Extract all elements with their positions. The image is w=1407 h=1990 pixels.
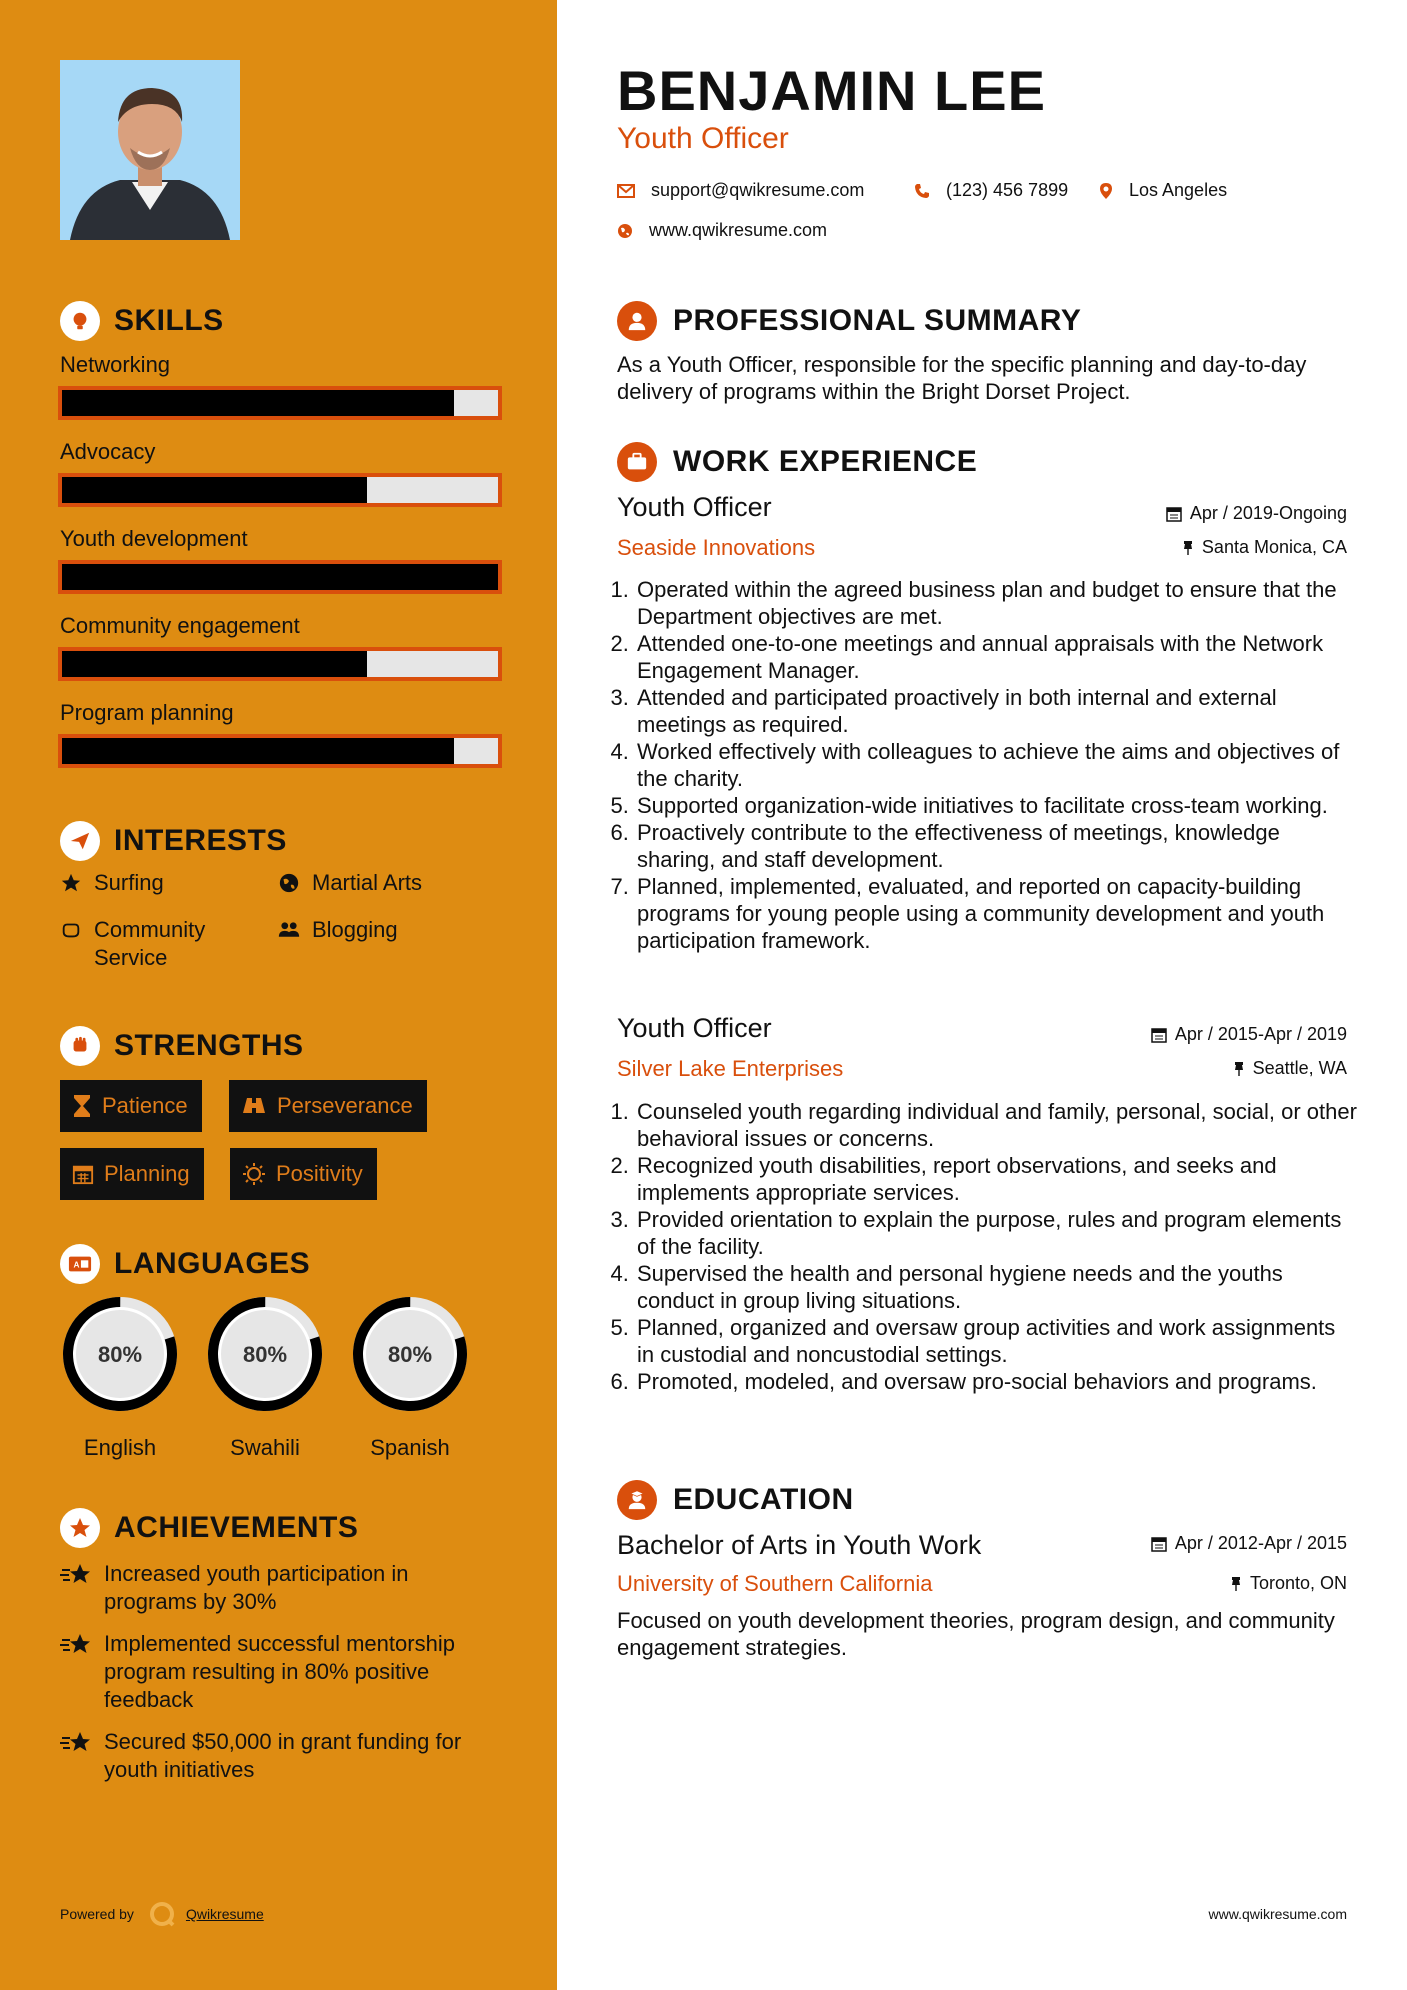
contact-website[interactable] [617, 220, 827, 241]
duty-item: 1. Counseled youth regarding individual and family, personal, social, or other behavioral issues or concerns. [635, 1098, 1357, 1152]
qwikresume-logo-icon [148, 1900, 176, 1928]
hand-icon [60, 919, 82, 941]
job-company: Silver Lake Enterprises [617, 1056, 844, 1081]
strengths-title: STRENGTHS [114, 1029, 304, 1062]
calendar-icon [1151, 1027, 1167, 1043]
interests-section-header [60, 821, 287, 861]
skill-bar-fill [62, 564, 498, 590]
fist-icon [60, 1026, 100, 1066]
calendar-icon [1151, 1536, 1167, 1552]
interest-item [278, 916, 398, 944]
main-content [557, 0, 1407, 1990]
skill-bar [58, 734, 502, 768]
qwikresume-link[interactable]: Qwikresume [185, 1906, 264, 1922]
skill-label: Program planning [60, 700, 234, 725]
education-location-text: Toronto, ON [1249, 1573, 1347, 1593]
skill-bar [58, 473, 502, 507]
interest-label: Surfing [94, 870, 164, 895]
shooting-star-icon [60, 1562, 92, 1593]
shooting-star-icon [60, 1730, 92, 1761]
strength-badge [230, 1148, 377, 1200]
language-label: English [83, 1435, 157, 1460]
user-icon [617, 301, 657, 341]
achievement-text: Increased youth participation in programs by 30% [104, 1561, 409, 1614]
language-ring [60, 1294, 180, 1414]
map-pin-icon [1099, 182, 1113, 200]
globe-icon [617, 223, 633, 239]
achievement-item [60, 1560, 500, 1616]
contact-location [1099, 180, 1227, 201]
powered-by [60, 1900, 264, 1928]
education-title: EDUCATION [673, 1483, 854, 1516]
skills-title: SKILLS [114, 304, 224, 337]
skill-bar-fill [62, 738, 454, 764]
strength-badge [60, 1080, 202, 1132]
job-duties-list [617, 576, 1357, 954]
job-duties-list [617, 1098, 1357, 1395]
envelope-icon [617, 184, 635, 198]
skill-bar [58, 560, 502, 594]
language-percent: 80% [242, 1342, 288, 1367]
language-item [60, 1294, 180, 1461]
skill-label: Community engagement [60, 613, 300, 638]
job-title: Youth Officer [617, 1013, 772, 1043]
binoculars-icon [241, 1095, 267, 1117]
job-location [1233, 1058, 1347, 1079]
strengths-section-header [60, 1026, 304, 1066]
summary-title: PROFESSIONAL SUMMARY [673, 304, 1082, 337]
education-school: University of Southern California [617, 1571, 933, 1596]
interest-item [60, 916, 260, 972]
profile-photo [60, 60, 240, 240]
job-dates-text: Apr / 2019-Ongoing [1189, 503, 1347, 523]
calendar-icon [1166, 506, 1182, 522]
graduate-icon [617, 1480, 657, 1520]
language-ring [350, 1294, 470, 1414]
footer-website[interactable]: www.qwikresume.com [1208, 1906, 1347, 1922]
education-dates-text: Apr / 2012-Apr / 2015 [1174, 1533, 1347, 1553]
interest-label: Martial Arts [312, 870, 423, 895]
duty-item: 7. Planned, implemented, evaluated, and reported on capacity-building programs for young people using a community development and youth participation framework. [635, 873, 1357, 954]
star-icon [60, 872, 82, 894]
pushpin-icon [1233, 1061, 1245, 1077]
contact-phone[interactable] [914, 180, 1068, 201]
job-dates-text: Apr / 2015-Apr / 2019 [1174, 1024, 1347, 1044]
duty-item: 6. Proactively contribute to the effectiveness of meetings, knowledge sharing, and staff development. [635, 819, 1357, 873]
strength-label: Patience [102, 1093, 188, 1118]
duty-item: 4. Worked effectively with colleagues to achieve the aims and objectives of the charity. [635, 738, 1357, 792]
medal-star-icon [60, 1508, 100, 1548]
education-dates [1151, 1533, 1347, 1554]
paper-plane-icon [60, 821, 100, 861]
languages-title: LANGUAGES [114, 1247, 311, 1280]
strength-label: Positivity [276, 1161, 363, 1186]
duty-item: 5. Planned, organized and oversaw group activities and work assignments in custodial and noncustodial settings. [635, 1314, 1357, 1368]
svg-text:A: A [73, 1259, 80, 1270]
strength-badge [60, 1148, 204, 1200]
education-degree: Bachelor of Arts in Youth Work [617, 1530, 982, 1560]
job-location-text: Seattle, WA [1252, 1058, 1347, 1078]
education-section-header [617, 1480, 854, 1520]
lightbulb-icon [60, 301, 100, 341]
duty-item: 1. Operated within the agreed business plan and budget to ensure that the Department objectives are met. [635, 576, 1357, 630]
skill-label: Youth development [60, 526, 248, 551]
website-text: www.qwikresume.com [649, 220, 828, 240]
language-percent: 80% [97, 1342, 143, 1367]
interest-label: Blogging [312, 917, 398, 942]
education-description: Focused on youth development theories, program design, and community engagement strategies. [617, 1608, 1335, 1660]
job-location-text: Santa Monica, CA [1201, 537, 1347, 557]
pushpin-icon [1182, 540, 1194, 556]
skills-section-header [60, 301, 224, 341]
strength-label: Planning [104, 1161, 190, 1186]
briefcase-icon [617, 442, 657, 482]
languages-section-header [60, 1244, 310, 1284]
sun-icon [242, 1162, 266, 1186]
skill-bar [58, 386, 502, 420]
candidate-name: BENJAMIN LEE [617, 59, 1046, 122]
language-item [205, 1294, 325, 1461]
interests-title: INTERESTS [114, 824, 287, 857]
achievements-title: ACHIEVEMENTS [114, 1511, 359, 1544]
achievement-item [60, 1630, 500, 1714]
language-item [350, 1294, 470, 1461]
skill-bar-fill [62, 390, 454, 416]
duty-item: 5. Supported organization-wide initiatives to facilitate cross-team working. [635, 792, 1357, 819]
hourglass-icon [72, 1094, 92, 1118]
job-dates [1166, 503, 1347, 524]
achievement-text: Secured $50,000 in grant funding for youth initiatives [104, 1729, 462, 1782]
duty-item: 2. Recognized youth disabilities, report observations, and seeks and implements appropriate services. [635, 1152, 1357, 1206]
language-label: Spanish [370, 1435, 450, 1460]
location-text: Los Angeles [1129, 180, 1228, 200]
experience-title: WORK EXPERIENCE [673, 445, 978, 478]
job-location [1182, 537, 1347, 558]
globe-icon [278, 872, 300, 894]
achievement-item [60, 1728, 500, 1784]
summary-text: As a Youth Officer, responsible for the specific planning and day-to-day delivery of programs within the Bright Dorset Project. [617, 352, 1307, 404]
email-text: support@qwikresume.com [651, 180, 865, 200]
strength-label: Perseverance [277, 1093, 413, 1118]
interest-item [278, 869, 422, 897]
phone-text: (123) 456 7899 [946, 180, 1069, 200]
job-title: Youth Officer [617, 492, 772, 522]
language-percent: 80% [387, 1342, 433, 1367]
duty-item: 6. Promoted, modeled, and oversaw pro-social behaviors and programs. [635, 1368, 1357, 1395]
shooting-star-icon [60, 1632, 92, 1663]
language-ring [205, 1294, 325, 1414]
phone-icon [914, 183, 930, 199]
duty-item: 4. Supervised the health and personal hygiene needs and the youths conduct in group living situations. [635, 1260, 1357, 1314]
candidate-role: Youth Officer [617, 122, 789, 155]
achievements-section-header [60, 1508, 358, 1548]
language-label: Swahili [230, 1435, 300, 1460]
strength-badge [229, 1080, 427, 1132]
achievement-text: Implemented successful mentorship program resulting in 80% positive feedback [104, 1631, 455, 1712]
language-icon [60, 1244, 100, 1284]
experience-section-header [617, 442, 977, 482]
skill-label: Advocacy [60, 439, 156, 464]
job-dates [1151, 1024, 1347, 1045]
interest-item [60, 869, 164, 897]
powered-by-label: Powered by [60, 1906, 134, 1922]
education-location [1230, 1573, 1347, 1594]
summary-section-header [617, 301, 1081, 341]
duty-item: 2. Attended one-to-one meetings and annual appraisals with the Network Engagement Manager. [635, 630, 1357, 684]
calendar-icon [72, 1163, 94, 1185]
skill-label: Networking [60, 352, 171, 377]
skill-bar-fill [62, 651, 367, 677]
interest-label: Community Service [94, 917, 206, 970]
contact-email[interactable] [617, 180, 864, 201]
skill-bar [58, 647, 502, 681]
sidebar [0, 0, 557, 1990]
pushpin-icon [1230, 1576, 1242, 1592]
duty-item: 3. Provided orientation to explain the purpose, rules and program elements of the facility. [635, 1206, 1357, 1260]
job-company: Seaside Innovations [617, 535, 816, 560]
users-icon [278, 919, 300, 941]
duty-item: 3. Attended and participated proactively in both internal and external meetings as required. [635, 684, 1357, 738]
skill-bar-fill [62, 477, 367, 503]
